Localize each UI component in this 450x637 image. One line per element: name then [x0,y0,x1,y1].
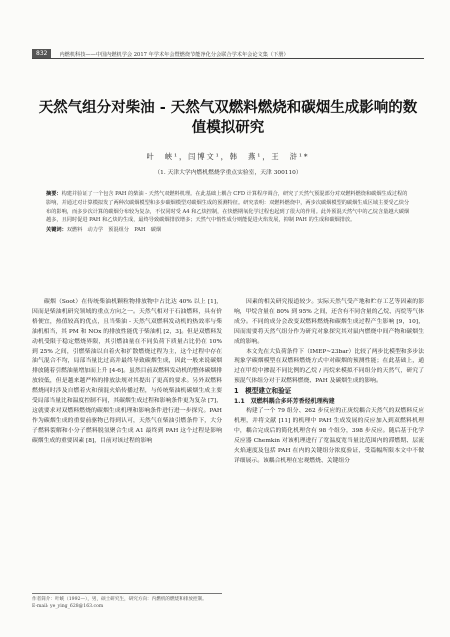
authors: 叶 峡¹，闫博文¹，韩 燕¹，王 浒¹* [146,152,310,161]
keywords-label: 关键词： [46,227,67,234]
author-email: E-mail: ye_ying_628@163.com [32,604,104,609]
section-heading: 1 模型建立和验证 [234,387,292,396]
intro-paragraph: 碳烟（Soot）在传统柴油机颗粒物排放物中占比达 40% 以上 [1]，因而是柴油机研究领域的重点方向之一。天然气相对于石油燃料，具有价格便宜，热值较高的优点，且当柴油 - 天然气双燃料发动机的热效率与柴油机相当，其 PM 和 NOx 的排放性能优于柴油机 [2，3]。但是双燃料发动机受限于稳定燃烧界限，其引燃油量在不同负荷下质量占比仍在 10% 到 25% 之间，引燃柴油以自着火和扩散燃烧过程为主，这个过程中存在油气混合不均，局部当量比过高并最终导致碳烟生成，因此一般来说碳烟排放随着引燃油量增加而上升 [4-6]。虽然目前双燃料发动机的整体碳烟排放较低，但是越来越严格的排放法规对其提出了更高的要求。另外双燃料燃烧同时涉及自燃着火和预混火焰传播过程，与传统柴油机碳烟生成主要受局部当量比和温度控制不同，其碳烟生成过程和影响条件更为复杂 [7]，这就要求对双燃料燃烧的碳烟生成机理和影响条件进行进一步探究。PAH 作为碳烟生成的重要前驱物已得到认可，天然气在柴油引燃条件下，大分子燃料裂解和小分子燃料脱氢聚合生成 A1 最终到 PAH 这个过程是影响碳烟生成的重要因素 [8]，目前对该过程的影响 [32,299,222,444]
author-bio: 作者简介：叶峡（1992—），男，硕士研究生，研究方向：内燃机的燃烧和排放控制。 [32,597,207,602]
affiliation: （1. 天津大学内燃机燃烧学重点实验室，天津 300110） [154,170,302,176]
paragraph: 因素的相关研究报道较少。实际天然气受产地和贮存工艺等因素的影响，甲烷含量在 80% 到 95% 之间，还含有不同含量的乙烷、丙烷等气体成分。不同的成分会改变双燃料燃烧和碳烟生成过程产生影响 [9，10]，因而需要将天然气组分作为研究对象探究其对鼠内燃烧中间产物和碳烟生成的影响。 [234,299,424,345]
abstract-text: 构建并验证了一个包含 PAH 的柴油 - 天然气双燃料机理。在此基础上耦合 CFD 计算程序调合，研究了天然气预混部分对双燃料燃烧和碳烟生成过程的影响，并通过对计算模拟发了两种次碳烟模型和多步碳烟模型对碳烟生成的预测特征。研究表明：双燃料燃烧中，两步次碳烟模型的碳烟生成区域主要受乙炔分布的影响，而多步次计算的碳烟分布较为复杂，不仅同时受 A4 和乙炔控制，在快燃期氧化学过程也起到了很大的作用。此外预混天然气中的乙烷含量越大碳烟越多，且同时促进 PAH 和乙炔的生成，最终导致碳烟排放增多；天然气中惰性成分则能促进火焰发展，抑制 PAH 的生成和碳烟排放。 [46,191,410,224]
footnote [32,593,222,610]
abstract [46,190,412,235]
keywords [46,226,412,235]
abstract-label: 摘要： [46,191,62,197]
paragraph: 本文先在大负荷条件下（IMEP~23bar）比较了两步比模型和多步法现象学碳烟模型在双燃料燃烧方式中对碳烟的预测性能；在此基础上，通过在甲烷中掺混不同比例的乙烷 / 丙烷来模拟不同组分的天然气，研究了预混气体组分对于双燃料燃烧、PAH 及碳烟生成的影响。 [234,348,424,385]
subsection-heading: 1.1 双燃料耦合多环芳香烃机理构建 [234,398,335,406]
running-header [32,46,424,59]
keywords-text: 双燃料 动力学 预混组分 PAH 碳烟 [66,227,162,234]
running-title: 内燃机科技——中国内燃机学会 2017 年学术年会暨燃烧节能净化分会联合学术年会论文集（下册） [59,52,289,58]
right-column [234,298,424,616]
paragraph: 构建了一个 79 组分、262 步反应的正庚烷耦合天然气的双燃料反应机理，并将文献 [11] 的机理中 PAH 生成发展的反应加入到双燃料机理中，耦合完成后的简化机理含有 98 个组分，398 步反应。随后基于化学反应器 Chemkin 对该机理进行了宽温度宽当量比范围内的滞燃期、层流火焰速度及包括 PAH 在内的关键组分浓度验证，受篇幅所限本文中不做详细展示。该耦合机理在宏观燃烧、关键组分 [234,407,424,464]
left-column [32,298,222,588]
page-number: 832 [32,49,51,58]
paper-title: 天然气组分对柴油 - 天然气双燃料燃烧和碳烟生成影响的数值模拟研究 [38,100,418,136]
